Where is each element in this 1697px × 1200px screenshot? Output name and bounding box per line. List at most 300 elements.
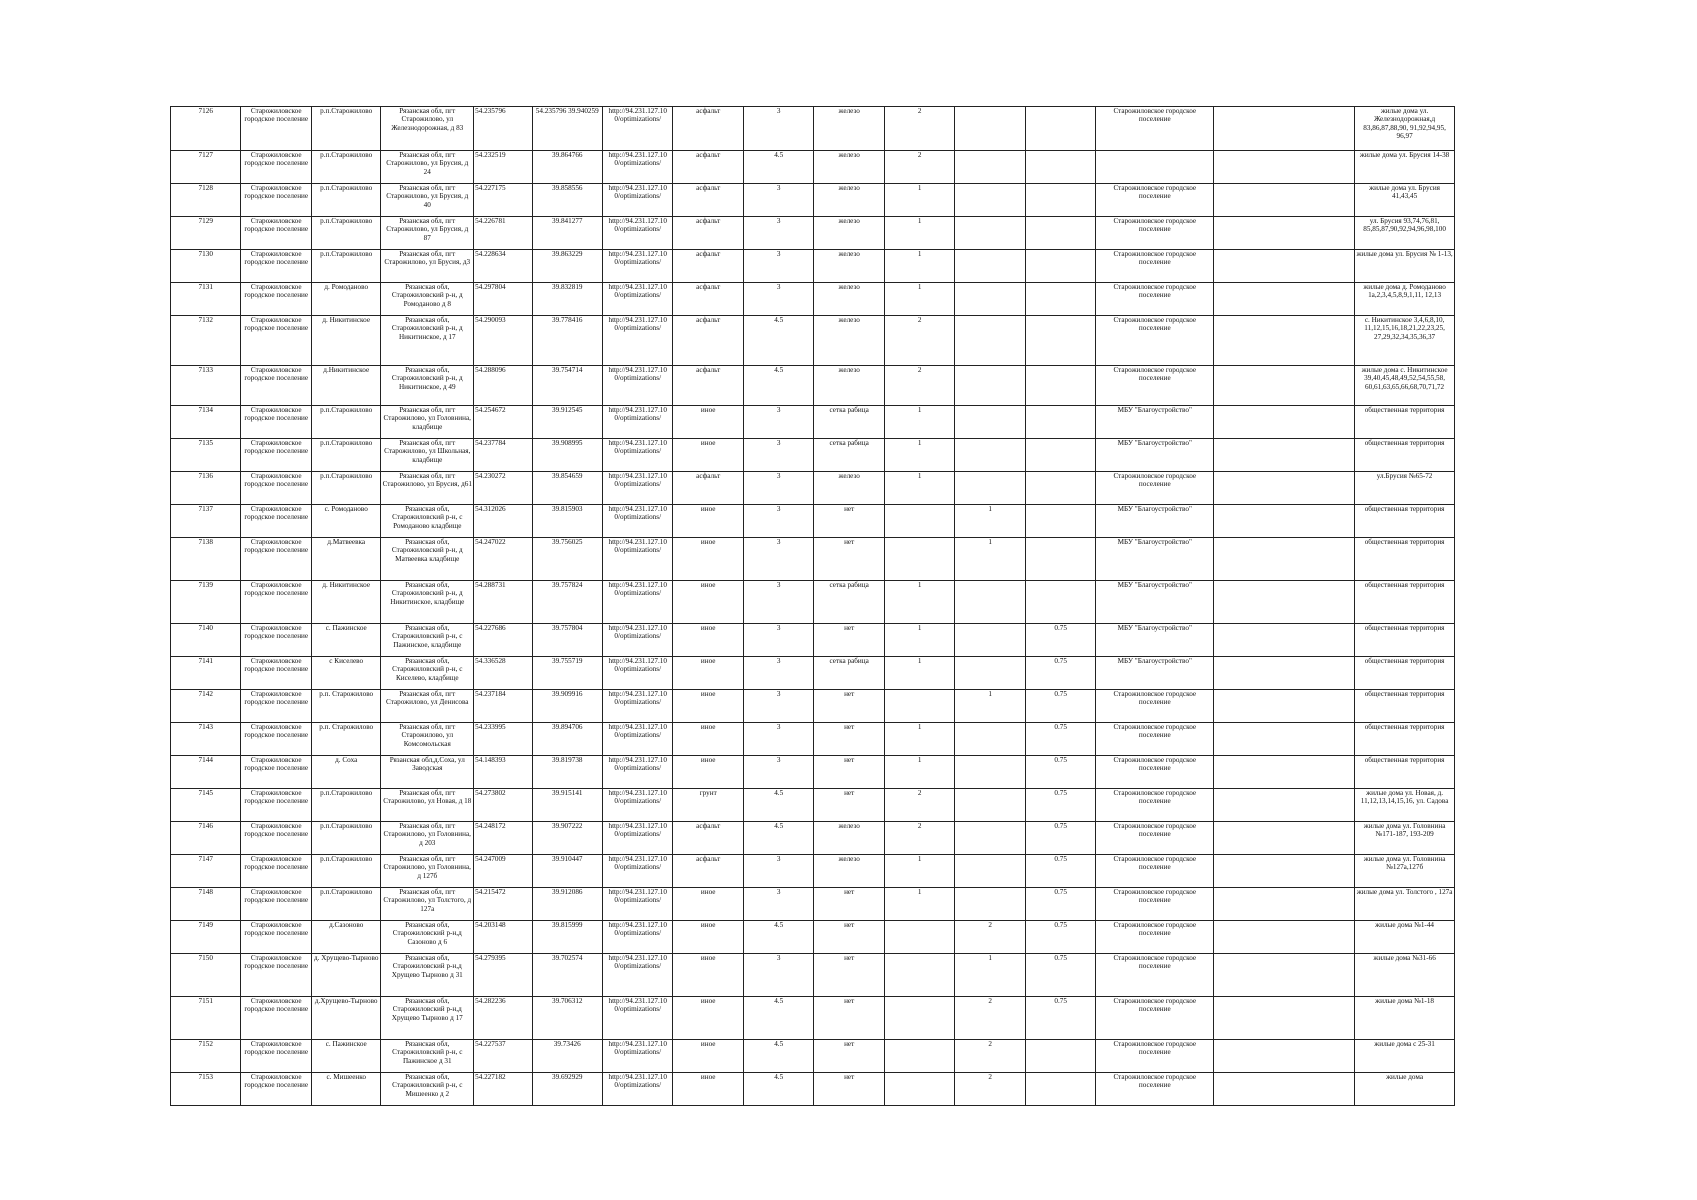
table-cell — [1214, 954, 1355, 997]
table-row — [171, 316, 1455, 366]
table-cell: http://94.231.127.10 0/optimizations/ — [602, 107, 672, 151]
table-cell: Рязанская обл, Старожиловский р-н, с Ромоданово кладбище — [381, 505, 474, 538]
table-cell: асфальт — [673, 151, 743, 184]
table-cell — [1025, 250, 1095, 283]
table-cell — [955, 107, 1025, 151]
table-row — [171, 406, 1455, 439]
table-cell: http://94.231.127.10 0/optimizations/ — [602, 756, 672, 789]
table-cell: иное — [673, 954, 743, 997]
table-cell: 3 — [743, 657, 813, 690]
table-cell: Старожиловское городское поселение — [241, 217, 311, 250]
table-cell: 39.907222 — [532, 822, 602, 855]
table-cell — [1025, 1073, 1095, 1106]
table-cell: асфальт — [673, 366, 743, 406]
table-cell: 7145 — [171, 789, 241, 822]
table-row — [171, 822, 1455, 855]
table-cell: http://94.231.127.10 0/optimizations/ — [602, 855, 672, 888]
table-cell: http://94.231.127.10 0/optimizations/ — [602, 888, 672, 921]
table-cell: 54.288731 — [474, 581, 532, 624]
table-cell — [955, 283, 1025, 316]
table-cell: 54.235796 — [474, 107, 532, 151]
table-cell: Рязанская обл, пгт Старожилово, ул Денисова — [381, 690, 474, 723]
table-cell: 54.288096 — [474, 366, 532, 406]
table-cell: с. Ромоданово — [311, 505, 380, 538]
table-cell: 7132 — [171, 316, 241, 366]
table-cell: железо — [814, 107, 884, 151]
table-cell: Рязанская обл, пгт Старожилово, ул Брусия, д 87 — [381, 217, 474, 250]
table-cell: 7131 — [171, 283, 241, 316]
table-cell — [1025, 107, 1095, 151]
table-cell: 54.248172 — [474, 822, 532, 855]
table-cell: иное — [673, 888, 743, 921]
table-cell: 54.227175 — [474, 184, 532, 217]
table-cell — [1214, 316, 1355, 366]
table-cell: Рязанская обл, Старожиловский р-н, с Пажинское д 31 — [381, 1040, 474, 1073]
table-cell: 54.237184 — [474, 690, 532, 723]
table-cell: 3 — [743, 723, 813, 756]
table-cell: Рязанская обл, пгт Старожилово, ул Железнодорожная, д 83 — [381, 107, 474, 151]
table-cell: железо — [814, 184, 884, 217]
table-cell: http://94.231.127.10 0/optimizations/ — [602, 822, 672, 855]
table-cell: Рязанская обл, Старожиловский р-н, с Мишеенко д 2 — [381, 1073, 474, 1106]
table-cell — [1214, 366, 1355, 406]
table-cell — [955, 184, 1025, 217]
table-cell — [1025, 1040, 1095, 1073]
table-cell: асфальт — [673, 283, 743, 316]
table-cell — [955, 406, 1025, 439]
table-cell — [955, 657, 1025, 690]
table-cell: жилые дома с 25-31 — [1355, 1040, 1455, 1073]
table-cell — [1214, 439, 1355, 472]
table-cell: нет — [814, 756, 884, 789]
table-cell — [955, 316, 1025, 366]
table-cell: Старожиловское городское поселение — [241, 283, 311, 316]
table-cell: http://94.231.127.10 0/optimizations/ — [602, 789, 672, 822]
table-cell: 7151 — [171, 997, 241, 1040]
table-cell: р.п.Старожилово — [311, 250, 380, 283]
table-row — [171, 151, 1455, 184]
table-cell — [955, 756, 1025, 789]
table-cell: общественная территория — [1355, 657, 1455, 690]
table-cell: 54.215472 — [474, 888, 532, 921]
table-cell: 7144 — [171, 756, 241, 789]
table-cell: 39.815903 — [532, 505, 602, 538]
table-cell: Старожиловское городское поселение — [1096, 822, 1214, 855]
table-cell: жилые дома ул. Головнина №171-187, 193-209 — [1355, 822, 1455, 855]
table-cell — [884, 1040, 954, 1073]
table-cell: 3 — [743, 888, 813, 921]
table-cell: р.п. Старожилово — [311, 690, 380, 723]
table-cell: жилые дома ул. Новая, д. 11,12,13,14,15,16, ул. Садова — [1355, 789, 1455, 822]
table-cell: Рязанская обл, пгт Старожилово, ул Новая, д 18 — [381, 789, 474, 822]
table-cell: Старожиловское городское поселение — [241, 505, 311, 538]
table-cell: общественная территория — [1355, 756, 1455, 789]
table-cell: асфальт — [673, 184, 743, 217]
table-row — [171, 954, 1455, 997]
table-cell: общественная территория — [1355, 624, 1455, 657]
table-cell: http://94.231.127.10 0/optimizations/ — [602, 250, 672, 283]
table-cell: 4.5 — [743, 822, 813, 855]
table-cell: http://94.231.127.10 0/optimizations/ — [602, 217, 672, 250]
table-cell: с. Мишеенко — [311, 1073, 380, 1106]
table-cell: д. Ромодановo — [311, 283, 380, 316]
table-cell: Рязанская обл, Старожиловский р-н, д Никитинское, кладбище — [381, 581, 474, 624]
table-cell: р.п.Старожилово — [311, 217, 380, 250]
table-cell: 54.233995 — [474, 723, 532, 756]
table-cell: Рязанская обл, пгт Старожилово, ул Головнина, д 127б — [381, 855, 474, 888]
table-cell: нет — [814, 1040, 884, 1073]
table-cell: иное — [673, 690, 743, 723]
table-cell: р.п.Старожилово — [311, 406, 380, 439]
table-cell: 0.75 — [1025, 921, 1095, 954]
table-cell — [1025, 505, 1095, 538]
table-cell: 7138 — [171, 538, 241, 581]
table-cell: 54.148393 — [474, 756, 532, 789]
table-cell: жилые дома ул. Брусия 14-38 — [1355, 151, 1455, 184]
table-cell: 7152 — [171, 1040, 241, 1073]
table-cell: МБУ "Благоустройство" — [1096, 505, 1214, 538]
table-cell: 1 — [955, 538, 1025, 581]
table-cell — [955, 581, 1025, 624]
table-cell — [1214, 1040, 1355, 1073]
table-cell: 2 — [955, 997, 1025, 1040]
table-cell — [1214, 657, 1355, 690]
table-cell — [1214, 538, 1355, 581]
table-cell: Старожиловское городское поселение — [241, 1040, 311, 1073]
table-cell: жилые дома ул. Брусия № 1-13, — [1355, 250, 1455, 283]
table-cell — [955, 723, 1025, 756]
table-cell: 39.692929 — [532, 1073, 602, 1106]
table-cell: нет — [814, 789, 884, 822]
table-cell: 7133 — [171, 366, 241, 406]
table-cell: Рязанская обл, Старожиловский р-н, с Пажинское, кладбище — [381, 624, 474, 657]
table-cell: р.п.Старожилово — [311, 822, 380, 855]
table-cell: 3 — [743, 439, 813, 472]
table-cell: д. Соха — [311, 756, 380, 789]
table-cell: 54.227686 — [474, 624, 532, 657]
table-cell: 0.75 — [1025, 789, 1095, 822]
table-cell: 54.254672 — [474, 406, 532, 439]
table-cell — [1214, 789, 1355, 822]
table-cell: Рязанская обл, пгт Старожилово, ул Головнина, д 203 — [381, 822, 474, 855]
table-cell — [1214, 472, 1355, 505]
table-cell: жилые дома ул. Брусия 41,43,45 — [1355, 184, 1455, 217]
table-cell — [1214, 723, 1355, 756]
table-cell: 54.227537 — [474, 1040, 532, 1073]
table-cell: с. Пажинское — [311, 1040, 380, 1073]
table-cell: 39.757824 — [532, 581, 602, 624]
table-cell: 54.282236 — [474, 997, 532, 1040]
table-cell: 2 — [955, 1040, 1025, 1073]
table-cell: Старожиловское городское поселение — [241, 1073, 311, 1106]
table-cell: 39.854659 — [532, 472, 602, 505]
table-cell: асфальт — [673, 107, 743, 151]
table-cell: Старожиловское городское поселение — [1096, 184, 1214, 217]
table-cell: Старожиловское городское поселение — [1096, 1040, 1214, 1073]
table-cell — [1214, 406, 1355, 439]
table-cell: 4.5 — [743, 366, 813, 406]
table-cell: Старожиловское городское поселение — [241, 624, 311, 657]
table-cell: 54.227182 — [474, 1073, 532, 1106]
table-cell: 54.237784 — [474, 439, 532, 472]
table-cell: Старожиловское городское поселение — [241, 250, 311, 283]
table-body — [171, 107, 1455, 1106]
table-cell: 7147 — [171, 855, 241, 888]
table-cell: р.п.Старожилово — [311, 439, 380, 472]
table-cell: Старожиловское городское поселение — [1096, 756, 1214, 789]
table-cell: 1 — [884, 250, 954, 283]
table-cell: 7130 — [171, 250, 241, 283]
table-cell: жилые дома д. Ромоданово 1а,2,3,4,5,8,9,1,11, 12,13 — [1355, 283, 1455, 316]
table-cell: 2 — [884, 107, 954, 151]
table-cell: железо — [814, 472, 884, 505]
table-cell: http://94.231.127.10 0/optimizations/ — [602, 723, 672, 756]
table-cell: д.Матвеевка — [311, 538, 380, 581]
table-row — [171, 657, 1455, 690]
table-cell: http://94.231.127.10 0/optimizations/ — [602, 921, 672, 954]
table-cell: с Киселево — [311, 657, 380, 690]
table-cell: 4.5 — [743, 151, 813, 184]
table-cell: Старожиловское городское поселение — [241, 472, 311, 505]
table-cell: Рязанская обл, Старожиловский р-н, с Киселево, кладбище — [381, 657, 474, 690]
table-row — [171, 921, 1455, 954]
table-cell: Старожиловское городское поселение — [1096, 997, 1214, 1040]
table-cell: асфальт — [673, 217, 743, 250]
table-cell: 7149 — [171, 921, 241, 954]
table-cell: 7146 — [171, 822, 241, 855]
table-cell: д. Хрущево-Тырново — [311, 954, 380, 997]
table-cell: 39.706312 — [532, 997, 602, 1040]
table-cell: д. Никитинское — [311, 316, 380, 366]
table-cell: 39.757804 — [532, 624, 602, 657]
table-cell: 39.73426 — [532, 1040, 602, 1073]
table-cell: 1 — [884, 855, 954, 888]
table-cell: общественная территория — [1355, 505, 1455, 538]
table-cell — [1214, 997, 1355, 1040]
table-cell: 39.910447 — [532, 855, 602, 888]
table-cell: нет — [814, 1073, 884, 1106]
table-cell: 54.235796 39.940259 — [532, 107, 602, 151]
table-cell: http://94.231.127.10 0/optimizations/ — [602, 366, 672, 406]
table-cell: 39.756025 — [532, 538, 602, 581]
table-cell: 3 — [743, 756, 813, 789]
table-cell: нет — [814, 997, 884, 1040]
table-cell — [955, 217, 1025, 250]
table-cell: 39.778416 — [532, 316, 602, 366]
table-cell: р.п.Старожилово — [311, 789, 380, 822]
table-cell: Старожиловское городское поселение — [241, 184, 311, 217]
table-row — [171, 107, 1455, 151]
table-cell: http://94.231.127.10 0/optimizations/ — [602, 316, 672, 366]
table-cell: http://94.231.127.10 0/optimizations/ — [602, 657, 672, 690]
table-cell — [1214, 250, 1355, 283]
table-row — [171, 217, 1455, 250]
table-cell — [955, 822, 1025, 855]
table-cell: железо — [814, 822, 884, 855]
table-cell: Рязанская обл,д.Соха, ул Заводская — [381, 756, 474, 789]
table-cell — [955, 366, 1025, 406]
table-cell: Старожиловское городское поселение — [241, 723, 311, 756]
table-cell: http://94.231.127.10 0/optimizations/ — [602, 954, 672, 997]
table-cell: сетка рабица — [814, 439, 884, 472]
table-cell: общественная территория — [1355, 581, 1455, 624]
table-cell: общественная территория — [1355, 723, 1455, 756]
table-cell — [884, 690, 954, 723]
table-cell: 39.912086 — [532, 888, 602, 921]
table-cell: Старожиловское городское поселение — [1096, 316, 1214, 366]
table-cell: 39.841277 — [532, 217, 602, 250]
table-cell: иное — [673, 505, 743, 538]
table-cell: 39.915141 — [532, 789, 602, 822]
table-cell: http://94.231.127.10 0/optimizations/ — [602, 1073, 672, 1106]
table-cell: с. Никитинское 3,4,6,8,10, 11,12,15,16,18,21,22,23,25, 27,29,32,34,35,36,37 — [1355, 316, 1455, 366]
table-cell: Старожиловское городское поселение — [1096, 789, 1214, 822]
table-cell: общественная территория — [1355, 406, 1455, 439]
table-cell — [1025, 439, 1095, 472]
table-cell: 4.5 — [743, 1073, 813, 1106]
table-cell: МБУ "Благоустройство" — [1096, 406, 1214, 439]
table-cell: сетка рабица — [814, 581, 884, 624]
table-cell: Рязанская обл, пгт Старожилово, ул Комсомольская — [381, 723, 474, 756]
table-cell: 3 — [743, 406, 813, 439]
table-row — [171, 997, 1455, 1040]
data-table — [170, 106, 1455, 1106]
table-cell: жилые дома ул. Железнодорожная,д 83,86,87,88,90, 91,92,94,95, 96,97 — [1355, 107, 1455, 151]
table-cell: 7135 — [171, 439, 241, 472]
table-cell: 39.832819 — [532, 283, 602, 316]
table-cell: Рязанская обл, Старожиловский р-н, д Матвеевка кладбище — [381, 538, 474, 581]
table-cell: 2 — [884, 316, 954, 366]
table-cell: 0.75 — [1025, 624, 1095, 657]
table-cell: 4.5 — [743, 1040, 813, 1073]
table-cell: МБУ "Благоустройство" — [1096, 624, 1214, 657]
table-cell: 54.273802 — [474, 789, 532, 822]
table-cell: асфальт — [673, 472, 743, 505]
table-cell: общественная территория — [1355, 690, 1455, 723]
table-cell: Старожиловское городское поселение — [1096, 366, 1214, 406]
table-cell: Старожиловское городское поселение — [1096, 921, 1214, 954]
table-cell: Старожиловское городское поселение — [1096, 250, 1214, 283]
table-cell: 2 — [955, 1073, 1025, 1106]
table-cell — [955, 439, 1025, 472]
table-cell: иное — [673, 997, 743, 1040]
table-cell: 39.754714 — [532, 366, 602, 406]
table-cell: 1 — [884, 756, 954, 789]
table-cell: иное — [673, 657, 743, 690]
table-cell: железо — [814, 283, 884, 316]
table-cell: 54.230272 — [474, 472, 532, 505]
table-cell: нет — [814, 723, 884, 756]
table-cell: 0.75 — [1025, 997, 1095, 1040]
table-cell: 1 — [884, 406, 954, 439]
table-cell: р.п.Старожилово — [311, 855, 380, 888]
table-cell: 0.75 — [1025, 690, 1095, 723]
table-cell: 3 — [743, 472, 813, 505]
table-cell: Рязанская обл, Старожиловский р-н,д Хрущево Тырново д 31 — [381, 954, 474, 997]
table-cell — [884, 538, 954, 581]
table-cell: http://94.231.127.10 0/optimizations/ — [602, 505, 672, 538]
table-cell: ул.Брусия №65-72 — [1355, 472, 1455, 505]
table-cell: 4.5 — [743, 316, 813, 366]
table-cell: иное — [673, 723, 743, 756]
table-cell: 3 — [743, 690, 813, 723]
table-cell: Старожиловское городское поселение — [241, 657, 311, 690]
table-cell: http://94.231.127.10 0/optimizations/ — [602, 690, 672, 723]
table-cell: 39.908995 — [532, 439, 602, 472]
table-cell: 54.228634 — [474, 250, 532, 283]
table-cell: 1 — [884, 283, 954, 316]
table-cell: Старожиловское городское поселение — [1096, 723, 1214, 756]
table-cell: иное — [673, 1073, 743, 1106]
table-cell: иное — [673, 439, 743, 472]
table-row — [171, 283, 1455, 316]
table-cell: 54.336528 — [474, 657, 532, 690]
table-cell: р.п.Старожилово — [311, 151, 380, 184]
table-cell: сетка рабица — [814, 406, 884, 439]
table-cell: Старожиловское городское поселение — [1096, 217, 1214, 250]
table-cell: 1 — [884, 217, 954, 250]
table-cell: 7140 — [171, 624, 241, 657]
table-cell: 39.858556 — [532, 184, 602, 217]
table-cell — [1025, 406, 1095, 439]
table-cell: 7150 — [171, 954, 241, 997]
table-cell: 3 — [743, 954, 813, 997]
table-row — [171, 184, 1455, 217]
table-cell: 54.290093 — [474, 316, 532, 366]
table-cell: Старожиловское городское поселение — [1096, 690, 1214, 723]
table-cell: грунт — [673, 789, 743, 822]
table-cell: 39.864766 — [532, 151, 602, 184]
table-cell: 7134 — [171, 406, 241, 439]
table-cell: 2 — [884, 366, 954, 406]
table-cell: http://94.231.127.10 0/optimizations/ — [602, 581, 672, 624]
table-cell: жилые дома с. Никитинское 39,40,45,48,49,52,54,55,58, 60,61,63,65,66,68,70,71,72 — [1355, 366, 1455, 406]
table-cell — [884, 954, 954, 997]
table-cell — [1025, 538, 1095, 581]
table-cell: общественная территория — [1355, 439, 1455, 472]
table-cell: МБУ "Благоустройство" — [1096, 657, 1214, 690]
table-cell: д. Никитинское — [311, 581, 380, 624]
table-cell: 2 — [884, 822, 954, 855]
table-cell: иное — [673, 624, 743, 657]
table-cell — [955, 472, 1025, 505]
table-cell: 7148 — [171, 888, 241, 921]
table-cell: Старожиловское городское поселение — [241, 406, 311, 439]
table-cell: 3 — [743, 538, 813, 581]
table-cell — [884, 1073, 954, 1106]
table-cell: Старожиловское городское поселение — [241, 439, 311, 472]
table-cell: 1 — [955, 505, 1025, 538]
table-cell: http://94.231.127.10 0/optimizations/ — [602, 283, 672, 316]
table-cell: 3 — [743, 250, 813, 283]
table-cell — [955, 855, 1025, 888]
table-cell: 39.912545 — [532, 406, 602, 439]
table-row — [171, 505, 1455, 538]
table-cell — [1096, 151, 1214, 184]
table-cell: 7137 — [171, 505, 241, 538]
table-cell: МБУ "Благоустройство" — [1096, 439, 1214, 472]
table-cell — [1214, 855, 1355, 888]
table-cell: Старожиловское городское поселение — [241, 366, 311, 406]
table-cell: нет — [814, 505, 884, 538]
table-row — [171, 1073, 1455, 1106]
table-cell: http://94.231.127.10 0/optimizations/ — [602, 406, 672, 439]
table-cell: 4.5 — [743, 997, 813, 1040]
table-cell: 4.5 — [743, 789, 813, 822]
table-cell: 0.75 — [1025, 855, 1095, 888]
table-cell: Старожиловское городское поселение — [1096, 107, 1214, 151]
table-cell: Рязанская обл, пгт Старожилово, ул Толстого, д 127а — [381, 888, 474, 921]
